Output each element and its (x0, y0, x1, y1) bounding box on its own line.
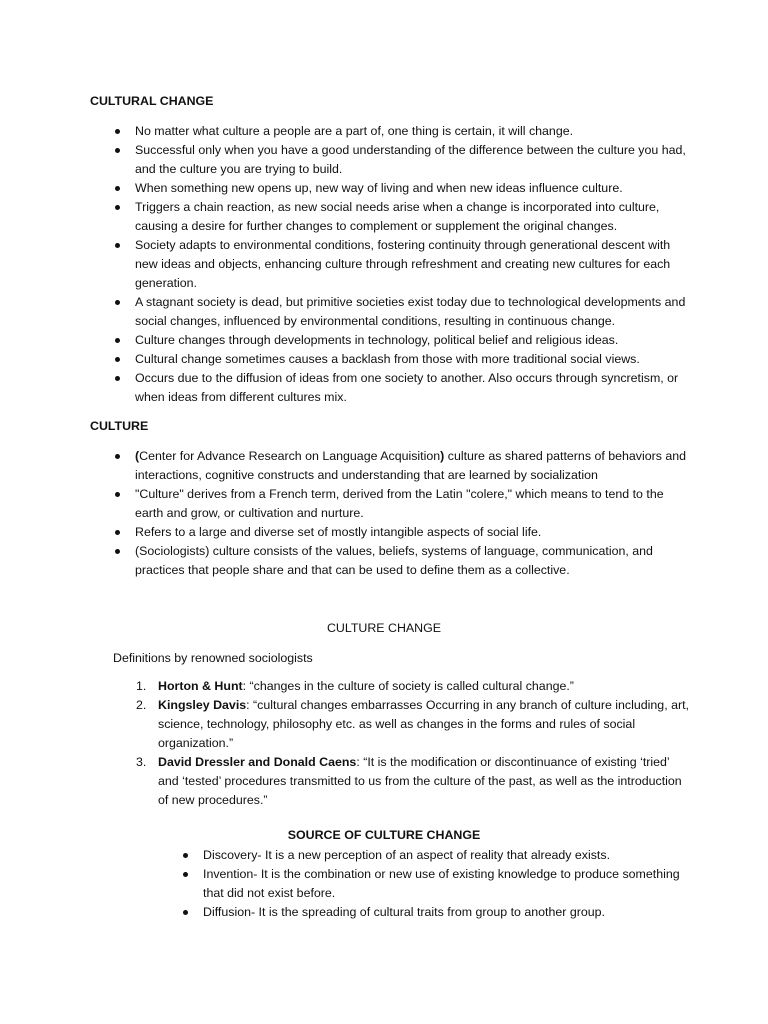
list-item: (Center for Advance Research on Language Acquisition) culture as shared patterns of behaviors and interactions, cognitive constructs and understanding that are learned by socialization (90, 447, 690, 485)
list-item: Society adapts to environmental conditions, fostering continuity through generational descent with new ideas and objects, enhancing culture through refreshment and creating new cultures for each generation. (90, 236, 690, 293)
bullet-icon (183, 853, 188, 858)
source-of-culture-change-title: SOURCE OF CULTURE CHANGE (287, 828, 481, 842)
bullet-icon (115, 148, 120, 153)
bullet-icon (115, 357, 120, 362)
list-item: Diffusion- It is the spreading of cultural traits from group to another group. (160, 903, 680, 922)
list-item: When something new opens up, new way of living and when new ideas influence culture. (90, 179, 690, 198)
definition-item: 2. Kingsley Davis: “cultural changes embarrasses Occurring in any branch of culture including, art, science, technology, philosophy etc. as well as changes in the forms and rules of social organization.” (136, 698, 689, 750)
definition-item: 3. David Dressler and Donald Caens: “It is the modification or discontinuance of existing ‘tried’ and ‘tested’ procedures transmitted to us from the culture of the past, as well as the introduction of new procedures.” (136, 755, 682, 807)
bullet-icon (115, 186, 120, 191)
bullet-icon (115, 338, 120, 343)
bullet-icon (183, 910, 188, 915)
bullet-icon (115, 300, 120, 305)
list-item: Occurs due to the diffusion of ideas from one society to another. Also occurs through syncretism, or when ideas from different cultures mix. (90, 369, 690, 407)
list-item: Culture changes through developments in technology, political belief and religious ideas. (90, 331, 690, 350)
culture-change-title: CULTURE CHANGE (326, 621, 442, 635)
list-item: Cultural change sometimes causes a backlash from those with more traditional social views. (90, 350, 690, 369)
list-item: Invention- It is the combination or new use of existing knowledge to produce something that did not exist before. (160, 865, 680, 903)
cultural-change-heading: CULTURAL CHANGE (90, 94, 214, 108)
bullet-icon (115, 492, 120, 497)
definitions-list (113, 677, 693, 810)
bullet-icon (115, 454, 120, 459)
bullet-icon (115, 376, 120, 381)
definition-item: 1. Horton & Hunt: “changes in the culture of society is called cultural change.” (136, 679, 574, 693)
bullet-icon (115, 129, 120, 134)
bullet-icon (115, 549, 120, 554)
culture-list (90, 447, 690, 580)
definition-author: Horton & Hunt (158, 679, 243, 693)
list-item: (Sociologists) culture consists of the values, beliefs, systems of language, communication, and practices that people share and that can be used to define them as a collective. (90, 542, 690, 580)
list-item: Successful only when you have a good understanding of the difference between the culture you had, and the culture you are trying to build. (90, 141, 690, 179)
list-item: Discovery- It is a new perception of an aspect of reality that already exists. (160, 846, 680, 865)
definition-author: Kingsley Davis (158, 698, 247, 712)
definitions-intro: Definitions by renowned sociologists (113, 651, 313, 665)
culture-heading: CULTURE (90, 419, 149, 433)
list-item: "Culture" derives from a French term, derived from the Latin "colere," which means to tend to the earth and grow, or cultivation and nurture. (90, 485, 690, 523)
bullet-icon (183, 872, 188, 877)
list-item: Refers to a large and diverse set of mostly intangible aspects of social life. (90, 523, 690, 542)
list-item: Triggers a chain reaction, as new social needs arise when a change is incorporated into culture, causing a desire for further changes to complement or supplement the original changes. (90, 198, 690, 236)
list-item: No matter what culture a people are a part of, one thing is certain, it will change. (90, 122, 690, 141)
definition-author: David Dressler and Donald Caens (158, 755, 357, 769)
sources-list (160, 846, 680, 922)
list-item: A stagnant society is dead, but primitive societies exist today due to technological developments and social changes, influenced by environmental conditions, resulting in continuous change. (90, 293, 690, 331)
cultural-change-list (90, 122, 690, 407)
bullet-icon (115, 243, 120, 248)
bullet-icon (115, 530, 120, 535)
bullet-icon (115, 205, 120, 210)
